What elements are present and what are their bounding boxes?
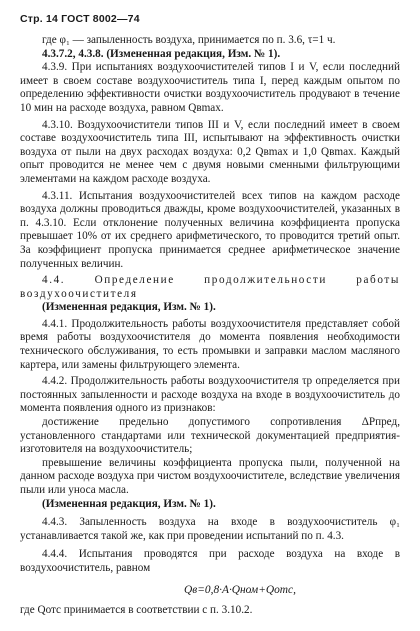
- paragraph-4-3-10: 4.3.10. Воздухоочистители типов III и V, если последний имеет в своем составе воздухоочиститель типа III, испытывают на эффективность очистки воздуха от пыли на двух расходах воздуха: 0,2 Qвmax и 1,0 Qвmax. Каждый опыт проводится не менее чем с двумя новыми сменными фильтрующими элементами на каждом расходе воздуха.: [20, 118, 400, 185]
- paragraph-where-qots: где Qотс принимается в соответствии с п. 3.10.2.: [20, 603, 253, 616]
- formula-air-flow: Qв=0,8·A·Qном+Qотс,: [184, 583, 296, 596]
- paragraph-4-4-2: 4.4.2. Продолжительность работы воздухоочистителя τр определяется при постоянных запыленности и расходе воздуха на входе в воздухоочиститель до момента появления одного из признаков:: [20, 375, 400, 415]
- paragraph-criterion-resistance: достижение предельно допустимого сопротивления ΔPпред, установленного стандартами или технической документацией предприятия-изготовителя на воздухоочиститель;: [20, 416, 400, 456]
- paragraph-4-4-1: 4.4.1. Продолжительность работы воздухоочистителя представляет собой время работы воздухоочистителя до момента появления необходимости технического обслуживания, то есть промывки и заправки маслом масляного картера, или замены фильтрующего элемента.: [20, 317, 400, 371]
- paragraph-criterion-passage: превышение величины коэффициента пропуска пыли, полученной на данном расходе воздуха при чистом воздухоочистителе, вследствие увеличения пыли или уноса масла.: [20, 456, 400, 496]
- paragraph-4-3-11: 4.3.11. Испытания воздухоочистителей всех типов на каждом расходе воздуха должны проводиться дважды, кроме воздухоочистителей, указанных в п. 4.3.10. Если отклонение полученных величина коэффициента пропуска превышает 10% от их среднего арифметического, то проводится третий опыт. За коэффициент пропуска принимается среднее арифметическое значение полученных величин.: [20, 189, 400, 270]
- paragraph-amendment-3: (Измененная редакция, Изм. № 1).: [42, 497, 216, 510]
- page-header: Стр. 14 ГОСТ 8002—74: [20, 13, 140, 25]
- paragraph-amendment-2: (Измененная редакция, Изм. № 1).: [42, 301, 216, 314]
- paragraph-where-phi: где φ₁ — запыленность воздуха, принимается по п. 3.6, τ=1 ч.: [42, 34, 336, 46]
- paragraph-4-4-3: 4.4.3. Запыленность воздуха на входе в воздухоочиститель φ₁ устанавливается такой же, как при проведении испытаний по п. 4.3.: [20, 516, 400, 542]
- section-heading-4-4: 4.4. Определение продолжительности работы воздухоочистителя: [20, 274, 400, 300]
- paragraph-4-3-9: 4.3.9. При испытаниях воздухоочистителей типов I и V, если последний имеет в своем составе воздухоочиститель типа I, перед каждым опытом по определению эффективности очистки воздухоочиститель продувают в течение 10 мин на расходе воздуха, равном Qвmax.: [20, 61, 400, 114]
- paragraph-amendment-1: 4.3.7.2, 4.3.8. (Измененная редакция, Изм. № 1).: [42, 47, 281, 60]
- paragraph-4-4-4: 4.4.4. Испытания проводятся при расходе воздуха на входе в воздухоочиститель, равном: [20, 548, 400, 574]
